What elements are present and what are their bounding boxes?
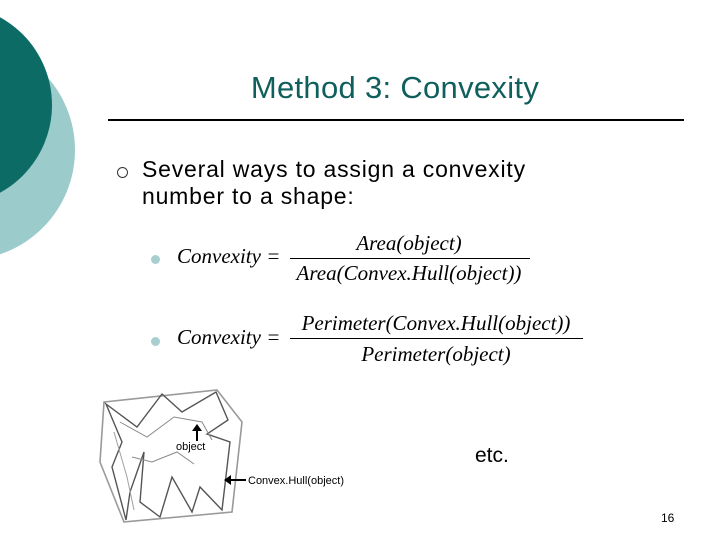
object-label: object (176, 441, 206, 453)
dot-bullet-icon (151, 255, 160, 264)
fraction-bar (290, 338, 583, 339)
fraction-bar (290, 258, 530, 259)
formula-lhs: Convexity = (177, 325, 281, 349)
page-number: 16 (661, 511, 675, 525)
convex-hull-figure (82, 382, 252, 527)
left-arrow-icon (224, 474, 246, 486)
title-divider (108, 119, 684, 121)
lead-text: Several ways to assign a convexity number to a shape: (142, 156, 526, 209)
ring-bullet-icon (117, 167, 128, 178)
formula-denominator: Perimeter(object) (361, 342, 511, 366)
up-arrow-icon (190, 424, 204, 442)
formula-numerator: Area(object) (356, 231, 462, 255)
dot-bullet-icon (151, 337, 160, 346)
decorative-circles (0, 0, 120, 300)
formula-denominator: Area(Convex.Hull(object)) (296, 261, 522, 285)
formula-lhs: Convexity = (177, 244, 281, 268)
hull-label: Convex.Hull(object) (248, 475, 344, 487)
etc-text: etc. (475, 444, 509, 467)
slide-title: Method 3: Convexity (250, 70, 540, 105)
formula-numerator: Perimeter(Convex.Hull(object)) (301, 311, 571, 335)
